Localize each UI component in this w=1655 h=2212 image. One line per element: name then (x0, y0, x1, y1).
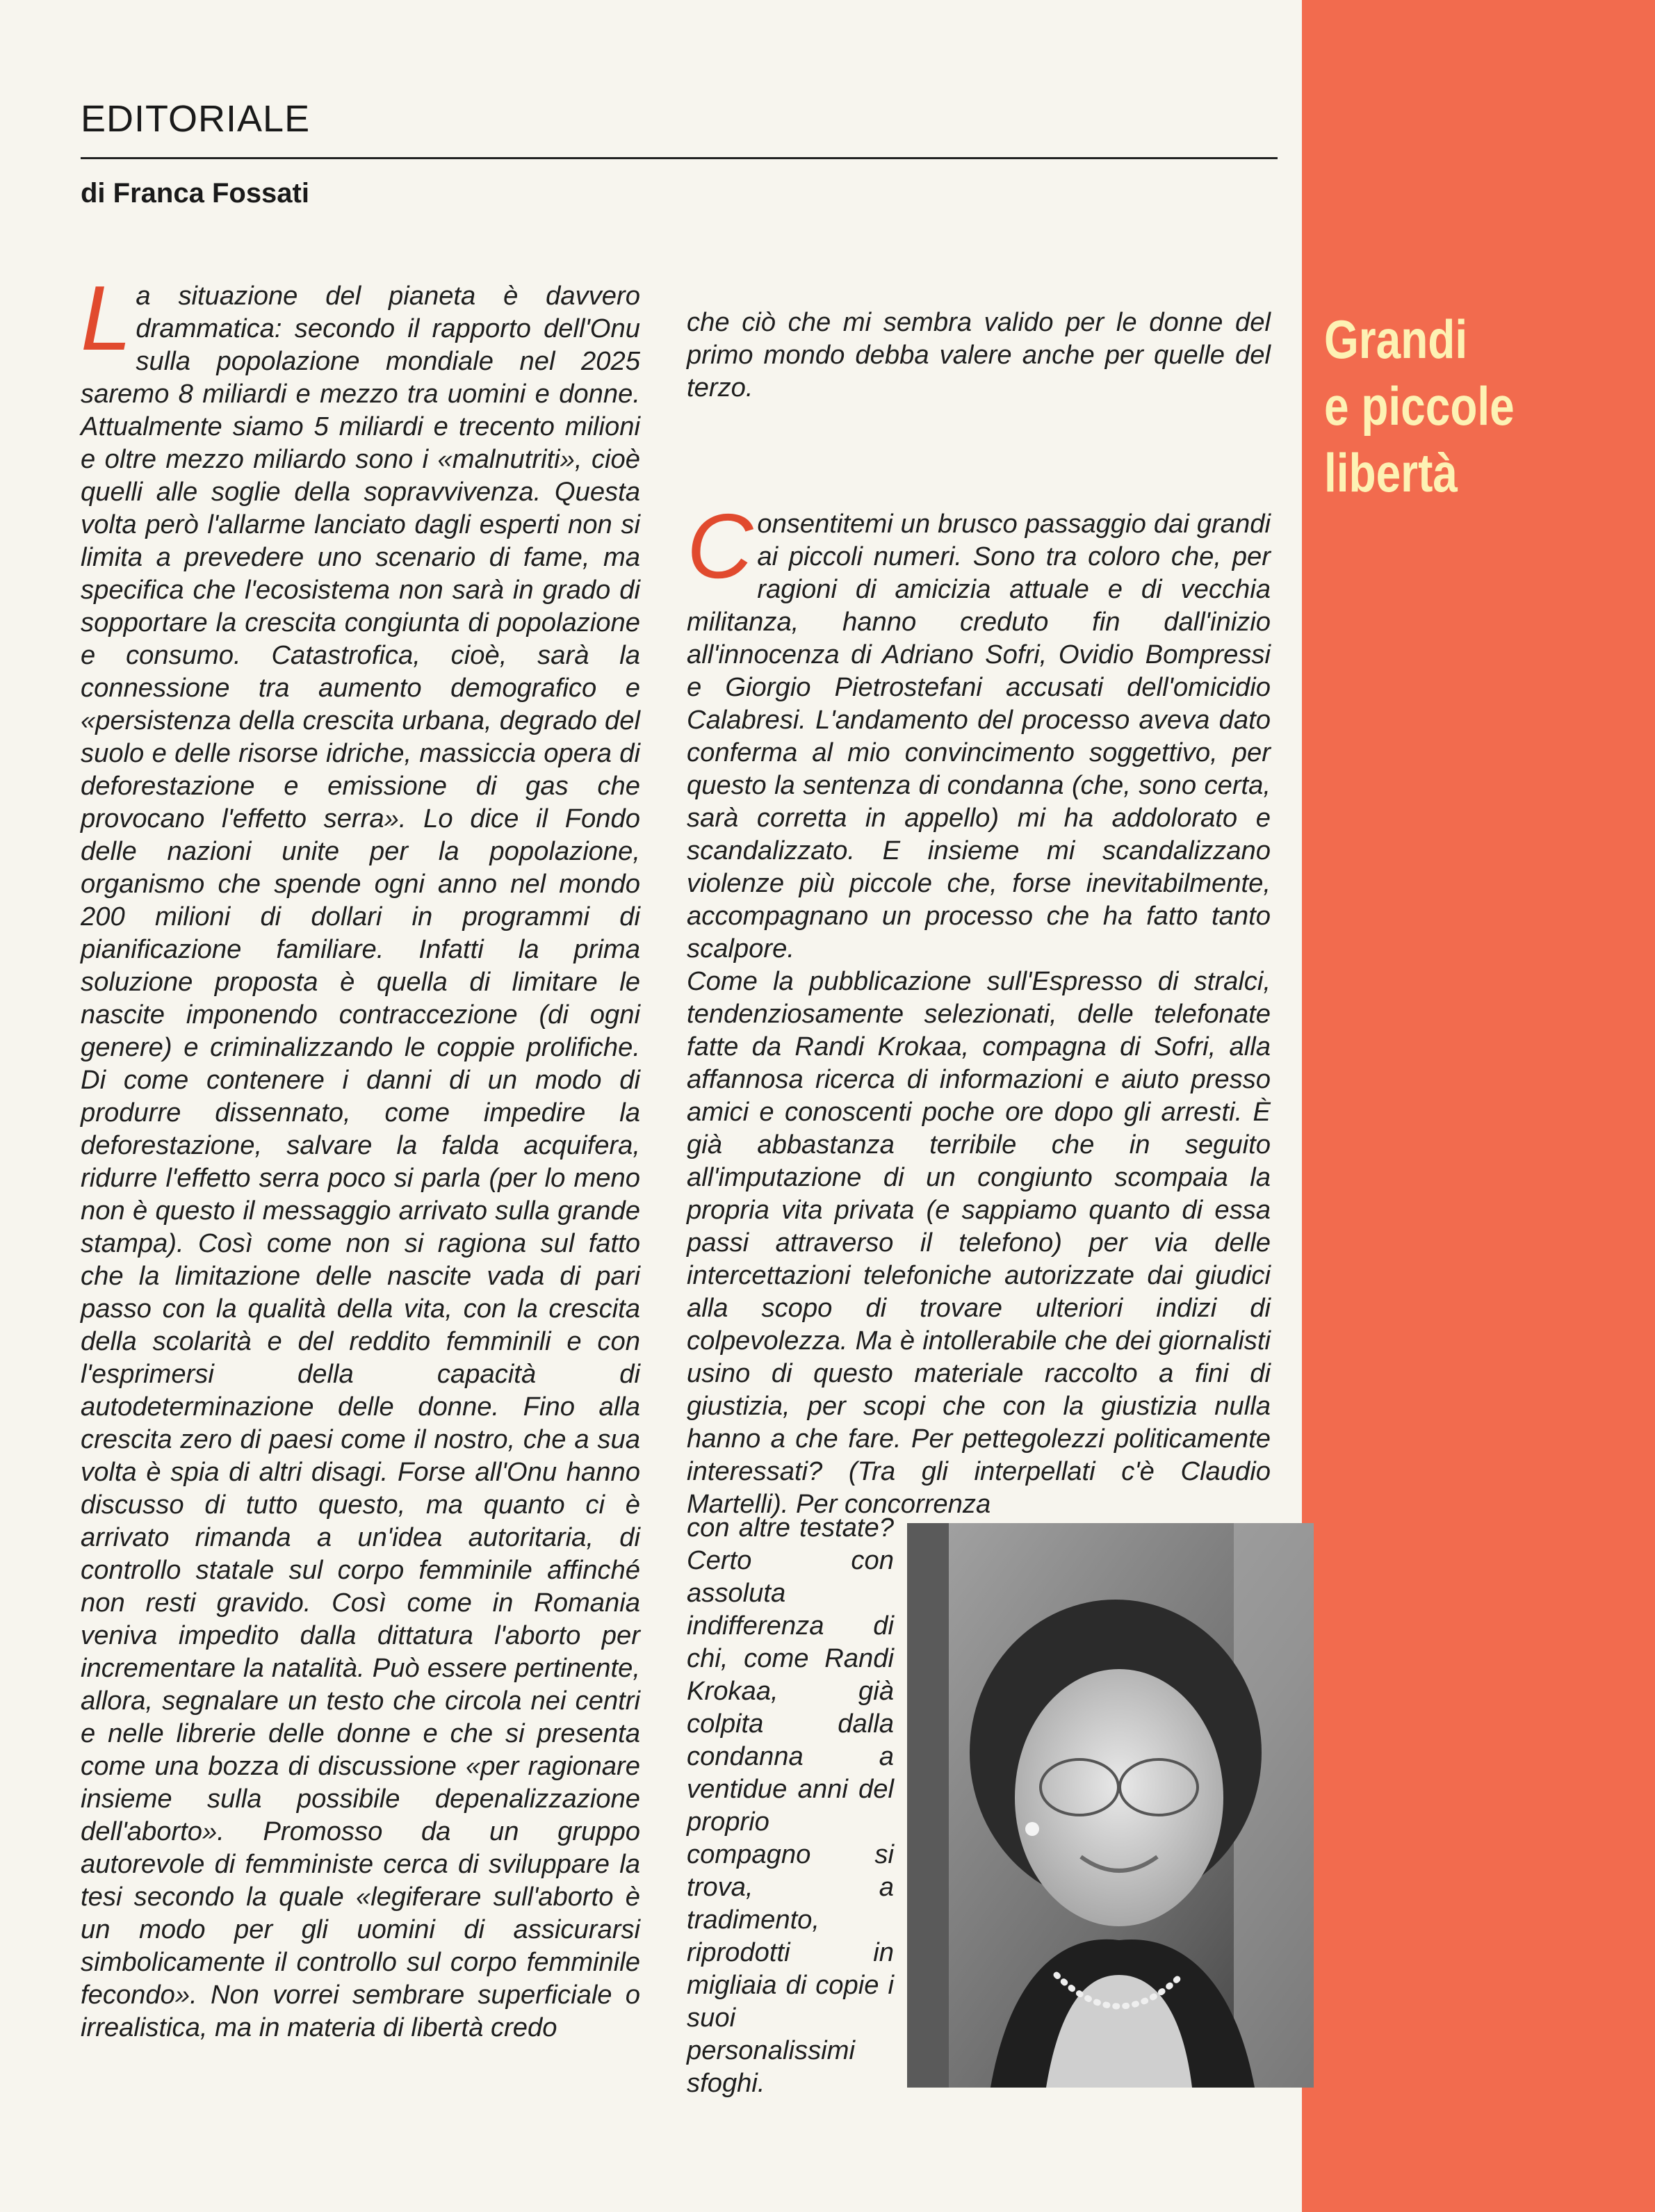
sidebar-title-line-3: libertà (1324, 442, 1458, 503)
sidebar-title-line-2: e piccole (1324, 375, 1515, 437)
paragraph (687, 495, 1271, 965)
paragraph: che ciò che mi sembra valido per le donne del primo mondo debba valere anche per quelle del terzo. (687, 307, 1271, 402)
paragraph-text: a situazione del pianeta è davvero drammatica: secondo il rapporto dell'Onu sulla popolazione mondiale nel 2025 saremo 8 miliardi e mezzo tra uomini e donne. Attualmente siamo 5 miliardi e trecento milioni e oltre mezzo miliardo sono i «malnutriti», cioè quelli alle soglie della sopravvivenza. Questa volta però l'allarme lanciato dagli esperti non si limita a prevedere uno scenario di fame, ma specifica che l'ecosistema non sarà in grado di sopportare la crescita congiunta di popolazione e consumo. Catastrofica, cioè, sarà la connessione tra aumento demografico e «persistenza della crescita urbana, degrado del suolo e delle risorse idriche, massiccia opera di deforestazione e emissione di gas che provocano l'effetto serra». Lo dice il Fondo delle nazioni unite per la popolazione, organismo che spende ogni anno nel mondo 200 milioni di dollari in programmi di pianificazione familiare. Infatti la prima soluzione proposta è quella di limitare le nascite imponendo contraccezione (di ogni genere) e criminalizzando le coppie prolifiche. Di come contenere i danni di un modo di produrre dissennato, come impedire la deforestazione, salvare la falda acquifera, ridurre l'effetto serra poco si parla (per lo meno non è questo il messaggio arrivato sulla grande stampa). Così come non si ragiona sul fatto che la limitazione delle nascite vada di pari passo con la qualità della vita, con la crescita della scolarità e del reddito femminili e con l'esprimersi della capacità di autodeterminazione delle donne. Fino alla crescita zero di paesi come il nostro, che a sua volta è spia di altri disagi. Forse all'Onu hanno discusso di tutto questo, ma quanto ci è arrivato rimanda a un'idea autoritaria, di controllo statale sul corpo femminile affinché non resti gravido. Così come in Romania veniva impedito dalla dittatura l'aborto per incrementare la natalità. Può essere pertinente, allora, segnalare un testo che circola nei centri e nelle librerie delle donne e che si presenta come una bozza di discussione «per ragionare insieme sulla possibile depenalizzazione dell'aborto». Promosso da un gruppo autorevole di femministe cerca di sviluppare la tesi secondo la quale «legiferare sull'aborto è un modo per gli uomini di assicurarsi simbolicamente il controllo sul corpo femminile fecondo». Non vorrei sembrare superficiale o irrealistica, ma in materia di libertà credo (81, 281, 640, 2042)
paragraph (81, 267, 640, 2044)
portrait-image (907, 1523, 1314, 2088)
paragraph: con altre testate? Certo con assoluta indifferenza di chi, come Randi Krokaa, già colpita dalla condanna a ventidue anni del proprio compagno si trova, a tradimento, riprodotti in migliaia di copie i suoi personalissimi sfoghi. (687, 1513, 894, 2098)
sidebar-title-line-1: Grandi (1324, 309, 1468, 370)
article-column-1 (81, 267, 640, 2044)
header-rule (81, 157, 1278, 159)
dropcap: C (687, 495, 753, 597)
sidebar-title (1324, 306, 1586, 506)
article-column-2-top (687, 306, 1271, 404)
paragraph: Come la pubblicazione sull'Espresso di stralci, tendenziosamente selezionati, delle telefonate fatte da Randi Krokaa, compagna di Sofri, alla affannosa ricerca di informazioni e aiuto presso amici e conoscenti poche ore dopo gli arresti. È già abbastanza terribile che in seguito all'imputazione di un congiunto scompaia la propria vita privata (e sappiamo quanto di essa passi attraverso il telefono) per via delle intercettazioni telefoniche autorizzate dai giudici alla scopo di trovare ulteriori indizi di colpevolezza. Ma è intollerabile che dei giornalisti usino di questo materiale raccolto a fini di giustizia, per scopi che con la giustizia nulla hanno a che fare. Per pettegolezzi politicamente interessati? (Tra gli interpellati c'è Claudio Martelli). Per concorrenza (687, 966, 1271, 1519)
article-column-2 (687, 495, 1271, 1520)
article-column-2-wrap (687, 1511, 894, 2099)
dropcap: L (81, 267, 132, 369)
section-label: EDITORIALE (81, 98, 311, 140)
paragraph-text: onsentitemi un brusco passaggio dai grandi ai piccoli numeri. Sono tra coloro che, per ragioni di amicizia attuale e di vecchia militanza, hanno creduto fin dall'inizio all'innocenza di Adriano Sofri, Ovidio Bompressi e Giorgio Pietrostefani accusati dell'omicidio Calabresi. L'andamento del processo aveva dato conferma al mio convincimento soggettivo, per questo la sentenza di condanna (che, sono certa, sarà corretta in appello) mi ha addolorato e scandalizzato. E insieme mi scandalizzano violenze più piccole che, forse inevitabilmente, accompagnano un processo che ha fatto tanto scalpore. (687, 509, 1271, 963)
byline: di Franca Fossati (81, 178, 309, 209)
author-photo (907, 1523, 1314, 2088)
